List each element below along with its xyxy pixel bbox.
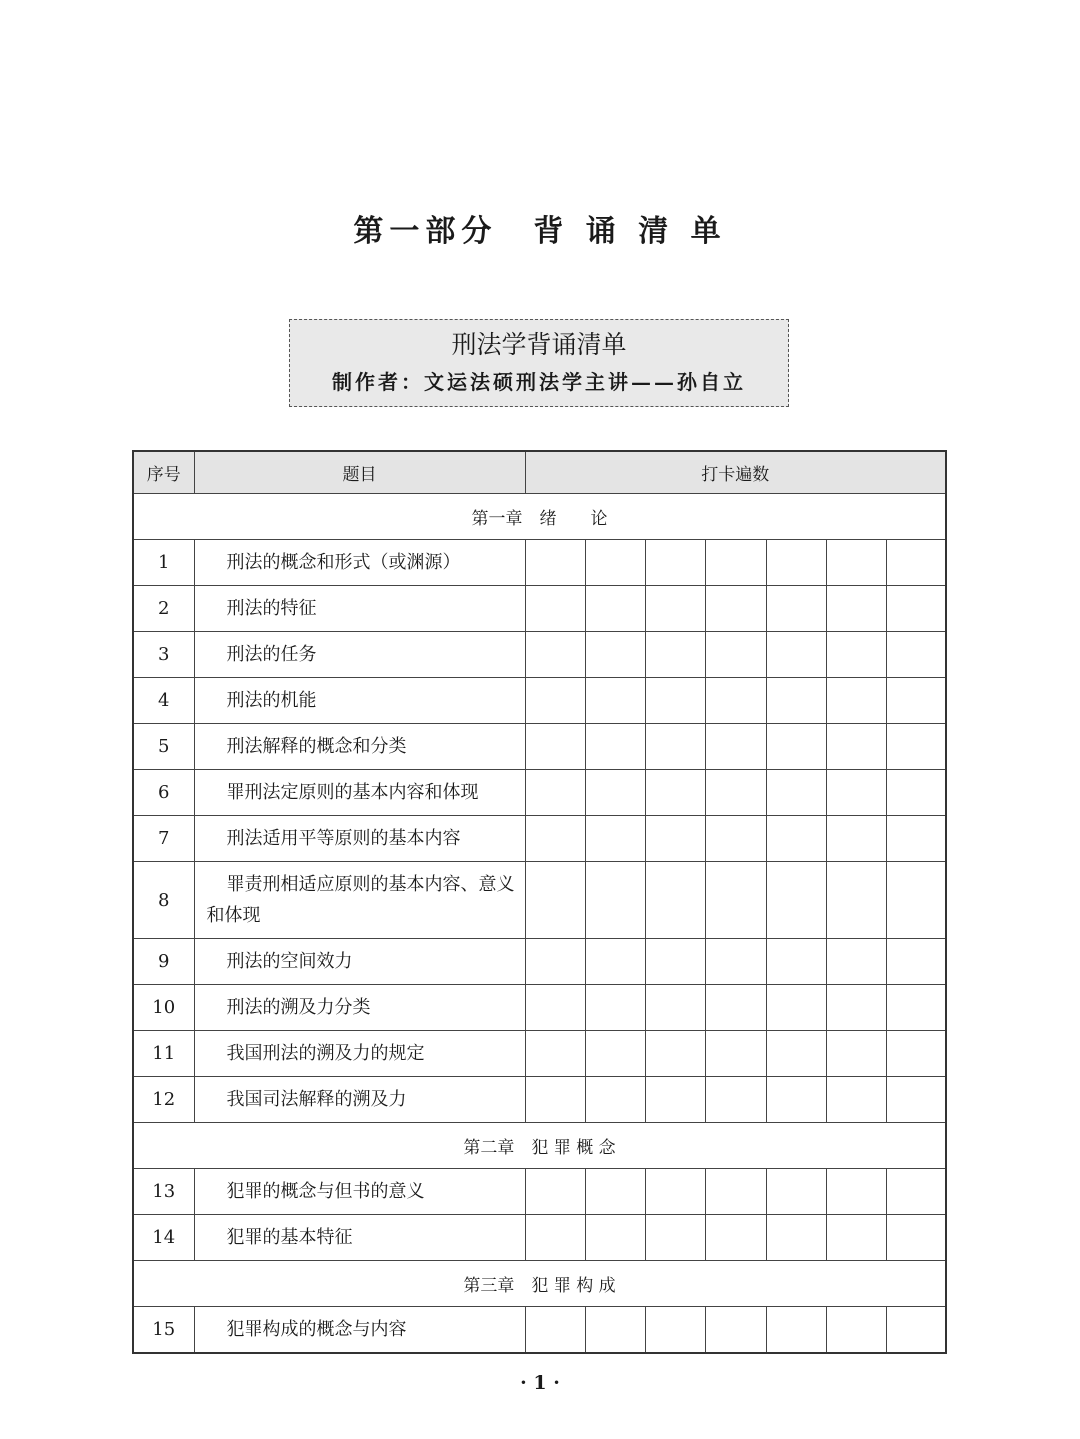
item-number: 3 bbox=[133, 632, 194, 678]
item-number: 14 bbox=[133, 1215, 194, 1261]
checkin-cell[interactable] bbox=[826, 1307, 886, 1354]
chapter-row bbox=[133, 1123, 946, 1169]
checkin-cell[interactable] bbox=[886, 1031, 946, 1077]
checkin-cell[interactable] bbox=[886, 816, 946, 862]
checkin-cell[interactable] bbox=[705, 862, 766, 939]
checkin-cell[interactable] bbox=[705, 1077, 766, 1123]
item-topic: 刑法的机能 bbox=[194, 678, 525, 724]
checkin-cell[interactable] bbox=[766, 632, 826, 678]
checkin-cell[interactable] bbox=[705, 939, 766, 985]
checkin-cell[interactable] bbox=[826, 586, 886, 632]
checkin-cell[interactable] bbox=[645, 770, 705, 816]
checkin-cell[interactable] bbox=[826, 985, 886, 1031]
checkin-cell[interactable] bbox=[525, 770, 585, 816]
item-topic: 刑法的概念和形式（或渊源） bbox=[194, 540, 525, 586]
checkin-cell[interactable] bbox=[525, 678, 585, 724]
checkin-cell[interactable] bbox=[645, 632, 705, 678]
table-row bbox=[133, 862, 946, 939]
checkin-cell[interactable] bbox=[525, 1215, 585, 1261]
item-number: 5 bbox=[133, 724, 194, 770]
checkin-cell[interactable] bbox=[826, 632, 886, 678]
checkin-cell[interactable] bbox=[585, 678, 645, 724]
checkin-cell[interactable] bbox=[826, 862, 886, 939]
item-number: 1 bbox=[133, 540, 194, 586]
checkin-cell[interactable] bbox=[585, 816, 645, 862]
checkin-cell[interactable] bbox=[525, 1031, 585, 1077]
checkin-cell[interactable] bbox=[766, 540, 826, 586]
checkin-cell[interactable] bbox=[525, 1307, 585, 1354]
header-row bbox=[133, 451, 946, 494]
item-number: 9 bbox=[133, 939, 194, 985]
checkin-cell[interactable] bbox=[886, 1169, 946, 1215]
checkin-cell[interactable] bbox=[645, 678, 705, 724]
checkin-cell[interactable] bbox=[525, 1169, 585, 1215]
checkin-cell[interactable] bbox=[645, 586, 705, 632]
checkin-cell[interactable] bbox=[585, 862, 645, 939]
checkin-cell[interactable] bbox=[826, 1215, 886, 1261]
checkin-cell[interactable] bbox=[705, 1215, 766, 1261]
item-number: 8 bbox=[133, 862, 194, 939]
item-topic: 刑法的特征 bbox=[194, 586, 525, 632]
table-row bbox=[133, 1077, 946, 1123]
checkin-cell[interactable] bbox=[585, 632, 645, 678]
checkin-cell[interactable] bbox=[886, 632, 946, 678]
checkin-cell[interactable] bbox=[585, 1077, 645, 1123]
checkin-cell[interactable] bbox=[585, 586, 645, 632]
checkin-cell[interactable] bbox=[826, 1031, 886, 1077]
checkin-cell[interactable] bbox=[705, 770, 766, 816]
item-topic: 刑法解释的概念和分类 bbox=[194, 724, 525, 770]
checkin-cell[interactable] bbox=[826, 770, 886, 816]
table-row bbox=[133, 586, 946, 632]
item-topic: 犯罪的概念与但书的意义 bbox=[194, 1169, 525, 1215]
item-topic: 刑法的任务 bbox=[194, 632, 525, 678]
checkin-cell[interactable] bbox=[705, 724, 766, 770]
checkin-cell[interactable] bbox=[645, 1307, 705, 1354]
checkin-cell[interactable] bbox=[585, 724, 645, 770]
checkin-cell[interactable] bbox=[766, 862, 826, 939]
checkin-cell[interactable] bbox=[525, 540, 585, 586]
item-topic: 刑法适用平等原则的基本内容 bbox=[194, 816, 525, 862]
table-row bbox=[133, 724, 946, 770]
checkin-cell[interactable] bbox=[585, 540, 645, 586]
checkin-cell[interactable] bbox=[585, 939, 645, 985]
checkin-cell[interactable] bbox=[645, 540, 705, 586]
header-num: 序号 bbox=[133, 451, 194, 494]
header-topic: 题目 bbox=[194, 451, 525, 494]
checkin-cell[interactable] bbox=[525, 862, 585, 939]
item-topic: 我国刑法的溯及力的规定 bbox=[194, 1031, 525, 1077]
checkin-cell[interactable] bbox=[645, 724, 705, 770]
checkin-cell[interactable] bbox=[525, 816, 585, 862]
checkin-cell[interactable] bbox=[766, 1031, 826, 1077]
checkin-cell[interactable] bbox=[766, 586, 826, 632]
page-number: · 1 · bbox=[520, 1372, 560, 1394]
table-body bbox=[133, 494, 946, 1354]
chapter-title: 第三章 犯 罪 构 成 bbox=[133, 1261, 946, 1307]
info-box bbox=[289, 319, 789, 407]
part-title: 第一部分 背 诵 清 单 bbox=[353, 214, 727, 249]
table-row bbox=[133, 1031, 946, 1077]
checkin-cell[interactable] bbox=[525, 724, 585, 770]
table-row bbox=[133, 816, 946, 862]
checkin-cell[interactable] bbox=[705, 816, 766, 862]
checklist-table bbox=[132, 450, 947, 1354]
item-topic: 罪刑法定原则的基本内容和体现 bbox=[194, 770, 525, 816]
table-row bbox=[133, 540, 946, 586]
checkin-cell[interactable] bbox=[886, 985, 946, 1031]
checkin-cell[interactable] bbox=[585, 1031, 645, 1077]
item-number: 15 bbox=[133, 1307, 194, 1354]
info-author: 制作者：文运法硕刑法学主讲——孙自立 bbox=[332, 370, 746, 394]
checkin-cell[interactable] bbox=[585, 1169, 645, 1215]
table-row bbox=[133, 770, 946, 816]
checkin-cell[interactable] bbox=[826, 540, 886, 586]
checkin-cell[interactable] bbox=[645, 985, 705, 1031]
item-number: 13 bbox=[133, 1169, 194, 1215]
checkin-cell[interactable] bbox=[826, 1077, 886, 1123]
checkin-cell[interactable] bbox=[766, 816, 826, 862]
table-row bbox=[133, 678, 946, 724]
checkin-cell[interactable] bbox=[705, 985, 766, 1031]
checkin-cell[interactable] bbox=[826, 816, 886, 862]
checkin-cell[interactable] bbox=[645, 939, 705, 985]
checkin-cell[interactable] bbox=[585, 770, 645, 816]
checkin-cell[interactable] bbox=[826, 678, 886, 724]
table-row bbox=[133, 939, 946, 985]
checkin-cell[interactable] bbox=[886, 939, 946, 985]
checkin-cell[interactable] bbox=[645, 1215, 705, 1261]
info-title: 刑法学背诵清单 bbox=[451, 330, 627, 359]
checkin-cell[interactable] bbox=[705, 1031, 766, 1077]
checkin-cell[interactable] bbox=[766, 1215, 826, 1261]
item-topic: 罪责刑相适应原则的基本内容、意义和体现 bbox=[194, 862, 525, 939]
checkin-cell[interactable] bbox=[585, 1215, 645, 1261]
checkin-cell[interactable] bbox=[766, 1169, 826, 1215]
checkin-cell[interactable] bbox=[766, 985, 826, 1031]
item-number: 4 bbox=[133, 678, 194, 724]
checkin-cell[interactable] bbox=[826, 724, 886, 770]
checkin-cell[interactable] bbox=[766, 724, 826, 770]
item-number: 11 bbox=[133, 1031, 194, 1077]
table-row bbox=[133, 985, 946, 1031]
checkin-cell[interactable] bbox=[705, 678, 766, 724]
checkin-cell[interactable] bbox=[645, 1077, 705, 1123]
checkin-cell[interactable] bbox=[705, 632, 766, 678]
table-row bbox=[133, 632, 946, 678]
item-number: 12 bbox=[133, 1077, 194, 1123]
checkin-cell[interactable] bbox=[766, 939, 826, 985]
checkin-cell[interactable] bbox=[826, 939, 886, 985]
checkin-cell[interactable] bbox=[645, 1169, 705, 1215]
table-row bbox=[133, 1169, 946, 1215]
item-number: 2 bbox=[133, 586, 194, 632]
item-topic: 犯罪的基本特征 bbox=[194, 1215, 525, 1261]
header-checkin: 打卡遍数 bbox=[525, 451, 946, 494]
checkin-cell[interactable] bbox=[766, 1307, 826, 1354]
checkin-cell[interactable] bbox=[705, 1169, 766, 1215]
chapter-title: 第一章 绪 论 bbox=[133, 494, 946, 540]
checkin-cell[interactable] bbox=[585, 985, 645, 1031]
checkin-cell[interactable] bbox=[705, 540, 766, 586]
checkin-cell[interactable] bbox=[585, 1307, 645, 1354]
item-topic: 犯罪构成的概念与内容 bbox=[194, 1307, 525, 1354]
item-topic: 刑法的空间效力 bbox=[194, 939, 525, 985]
table-row bbox=[133, 1307, 946, 1354]
checkin-cell[interactable] bbox=[705, 586, 766, 632]
chapter-row bbox=[133, 1261, 946, 1307]
chapter-title: 第二章 犯 罪 概 念 bbox=[133, 1123, 946, 1169]
chapter-row bbox=[133, 494, 946, 540]
item-topic: 刑法的溯及力分类 bbox=[194, 985, 525, 1031]
checkin-cell[interactable] bbox=[705, 1307, 766, 1354]
checkin-cell[interactable] bbox=[645, 862, 705, 939]
checkin-cell[interactable] bbox=[525, 939, 585, 985]
checkin-cell[interactable] bbox=[886, 678, 946, 724]
item-number: 7 bbox=[133, 816, 194, 862]
checkin-cell[interactable] bbox=[886, 770, 946, 816]
checkin-cell[interactable] bbox=[886, 1215, 946, 1261]
checkin-cell[interactable] bbox=[886, 1077, 946, 1123]
item-topic: 我国司法解释的溯及力 bbox=[194, 1077, 525, 1123]
item-number: 10 bbox=[133, 985, 194, 1031]
checkin-cell[interactable] bbox=[525, 632, 585, 678]
checkin-cell[interactable] bbox=[886, 724, 946, 770]
checkin-cell[interactable] bbox=[766, 770, 826, 816]
checkin-cell[interactable] bbox=[766, 1077, 826, 1123]
checkin-cell[interactable] bbox=[645, 1031, 705, 1077]
checkin-cell[interactable] bbox=[525, 1077, 585, 1123]
item-number: 6 bbox=[133, 770, 194, 816]
checkin-cell[interactable] bbox=[766, 678, 826, 724]
checkin-cell[interactable] bbox=[886, 540, 946, 586]
checkin-cell[interactable] bbox=[886, 586, 946, 632]
checkin-cell[interactable] bbox=[525, 586, 585, 632]
checkin-cell[interactable] bbox=[826, 1169, 886, 1215]
checkin-cell[interactable] bbox=[886, 1307, 946, 1354]
checkin-cell[interactable] bbox=[525, 985, 585, 1031]
checkin-cell[interactable] bbox=[886, 862, 946, 939]
checkin-cell[interactable] bbox=[645, 816, 705, 862]
table-row bbox=[133, 1215, 946, 1261]
